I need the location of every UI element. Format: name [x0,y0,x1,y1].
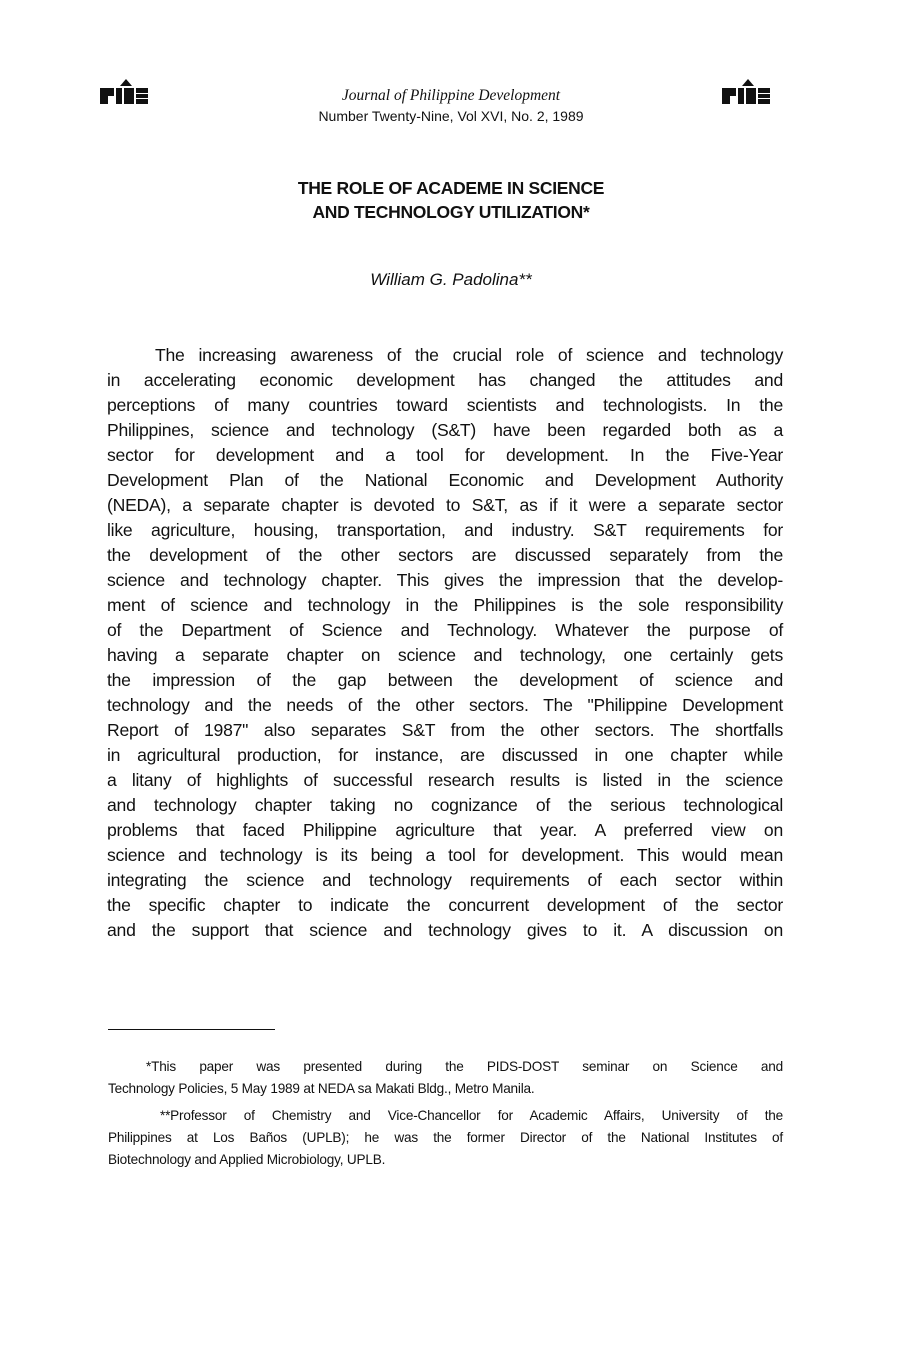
body-line: problems that faced Philippine agriculture that year. A preferred view on [107,820,783,840]
footnote-line: **Professor of Chemistry and Vice-Chancellor for Academic Affairs, University of the [160,1108,783,1123]
footnote-divider [108,1029,275,1030]
title-line-2: AND TECHNOLOGY UTILIZATION* [312,202,590,222]
body-line: the specific chapter to indicate the concurrent development of the sector [107,895,783,915]
footnote-2 [108,1105,783,1171]
body-line: The increasing awareness of the crucial role of science and technology [155,345,783,365]
footnote-line: *This paper was presented during the PIDS-DOST seminar on Science and [146,1059,783,1074]
body-paragraph [107,343,783,943]
body-line: a litany of highlights of successful research results is listed in the science [107,770,783,790]
body-line: in accelerating economic development has changed the attitudes and [107,370,783,390]
journal-issue: Number Twenty-Nine, Vol XVI, No. 2, 1989 [318,108,584,124]
body-line: technology and the needs of the other sectors. The "Philippine Development [107,695,783,715]
footnote-line: Technology Policies, 5 May 1989 at NEDA sa Makati Bldg., Metro Manila. [108,1081,535,1096]
body-line: science and technology chapter. This gives the impression that the develop- [107,570,783,590]
journal-header [0,86,902,126]
body-line: science and technology is its being a tool for development. This would mean [107,845,783,865]
body-line: having a separate chapter on science and technology, one certainly gets [107,645,783,665]
body-line: and technology chapter taking no cognizance of the serious technological [107,795,783,815]
body-line: sector for development and a tool for development. In the Five-Year [107,445,783,465]
body-line: Development Plan of the National Economic and Development Authority [107,470,783,490]
body-line: like agriculture, housing, transportation, and industry. S&T requirements for [107,520,783,540]
body-line: in agricultural production, for instance, are discussed in one chapter while [107,745,783,765]
body-line: Philippines, science and technology (S&T) have been regarded both as a [107,420,783,440]
footnote-line: Biotechnology and Applied Microbiology, UPLB. [108,1152,386,1167]
body-line: integrating the science and technology requirements of each sector within [107,870,783,890]
article-title [0,176,902,224]
body-line: of the Department of Science and Technology. Whatever the purpose of [107,620,783,640]
footnote-1 [108,1056,783,1100]
author-name: William G. Padolina** [370,270,532,289]
title-line-1: THE ROLE OF ACADEME IN SCIENCE [297,178,605,198]
body-line: ment of science and technology in the Philippines is the sole responsibility [107,595,783,615]
body-line: the development of the other sectors are discussed separately from the [107,545,783,565]
footnotes [108,1056,783,1176]
body-line: and the support that science and technology gives to it. A discussion on [107,920,783,940]
journal-name: Journal of Philippine Development [341,87,561,104]
body-line: (NEDA), a separate chapter is devoted to S&T, as if it were a separate sector [107,495,783,515]
body-line: perceptions of many countries toward scientists and technologists. In the [107,395,783,415]
footnote-line: Philippines at Los Baños (UPLB); he was the former Director of the National Institutes of [108,1130,783,1145]
body-line: the impression of the gap between the development of science and [107,670,783,690]
body-line: Report of 1987" also separates S&T from the other sectors. The shortfalls [107,720,783,740]
